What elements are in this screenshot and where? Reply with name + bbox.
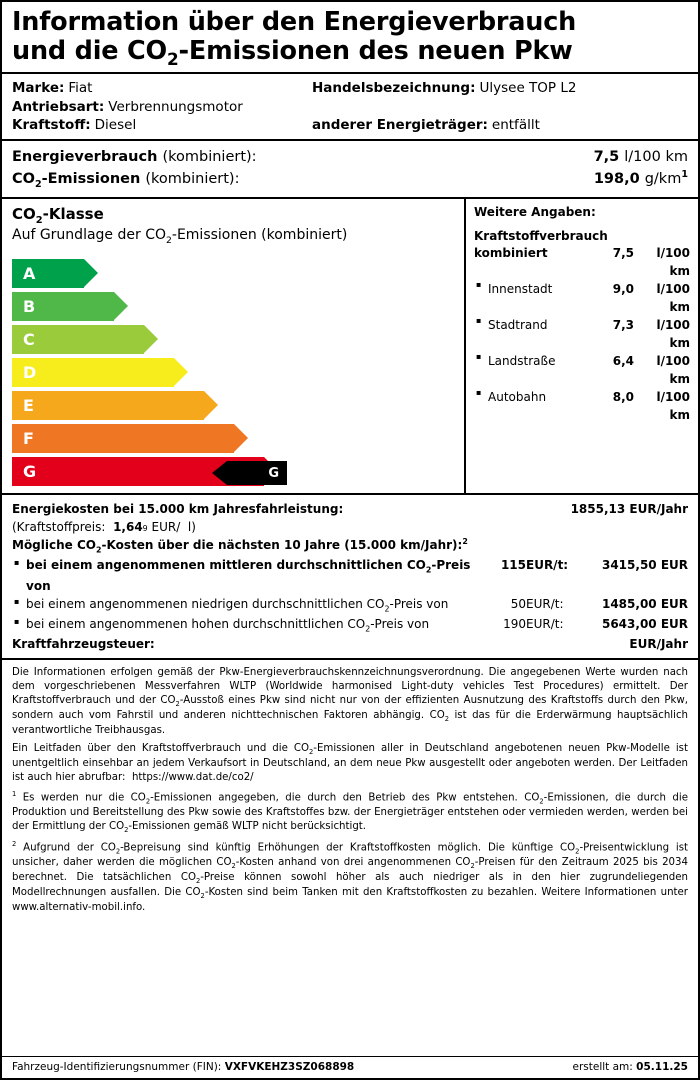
vehicle-row-marke [12,79,688,97]
class-bar-c [12,325,144,354]
co2-cost-row-niedrig: ▪ bei einem angenommenen niedrigen durchschnittlichen $CO_2$-Preis von 50 EUR/t: 1485,00 EUR [12,595,688,615]
co2-price-unit-mittel: EUR/t: [526,558,569,573]
created-value: 05.11.25 [636,1061,688,1073]
footnote-1: $^1$ Es werden nur die $CO_2$-Emissionen angegeben, die durch den Betrieb des Pkw entstehen. $CO_2$-Emissionen, die durch die Produktion und Bereitstellung des Pkw sowie des Kraftstoffes bzw. der Energieträger entstehen oder vermieden werden, werden bei der Ermittlung der $CO_2$-Emissionen gemäß WLTP nicht berücksichtigt. [12,789,688,834]
vehicle-row-antriebsart [12,98,688,116]
co2-cost-row-mittel: ▪ bei einem angenommenen mittleren durchschnittlichen $CO_2$-Preis von 115 EUR/t: 3415,50 EUR [12,556,688,594]
vehicle-marke [12,79,312,97]
fuel-unit-landstrasse: l/100 km [656,354,690,387]
class-bar-d [12,358,174,387]
class-letter-e: E [23,396,34,416]
vehicle-antriebsart [12,98,243,116]
page-title-line2: und die $CO_2$-Emissionen des neuen Pkw [12,35,573,69]
kraftstoff-label: Kraftstoff: [12,116,91,133]
selected-class-letter: G [268,465,279,481]
co2-price-unit-niedrig: EUR/t: [526,596,564,611]
vehicle-info-section [2,74,698,138]
footnote-paragraph-1: Die Informationen erfolgen gemäß der Pkw-Energieverbrauchskennzeichnungsverordnung. Die angegebenen Werte wurden nach dem vorgeschriebenen Messverfahren WLTP (Worldwide harmonised Light-duty vehicles Test Procedures) ermittelt. Der Kraftstoffverbrauch und der $CO_2$-Ausstoß eines Pkw sind nicht nur von der effizienten Ausnutzung des Kraftstoffs durch den Pkw, sondern auch vom Fahrstil und anderen nichttechnischen Faktoren abhängig. $CO_2$ ist das für die Erderwärmung hauptsächlich verantwortliche Treibhausgas. [12,667,688,736]
fuel-price-prefix: (Kraftstoffpreis: [12,520,106,535]
co2-price-niedrig: 50 [510,596,526,611]
consumption-energy-row [12,147,688,168]
co2-class-scale [12,258,454,487]
energy-cost-value: 1855,13 EUR/Jahr [570,502,688,517]
fuel-value-landstrasse: 6,4 [612,354,634,369]
antriebsart-label: Antriebsart: [12,98,105,115]
fuel-consumption-heading-line1: Kraftstoffverbrauch [474,229,608,244]
class-letter-b: B [23,297,36,317]
class-letter-a: A [23,264,36,284]
fuel-row-autobahn [474,388,690,424]
co2-amount-mittel: 3415,50 EUR [601,558,688,573]
page-title [2,2,698,72]
created-group [573,1061,689,1073]
co2-amount-hoch: 5643,00 EUR [601,616,688,631]
fuel-unit-stadtrand: l/100 km [656,318,690,351]
fuel-label-autobahn: ▪ Autobahn [474,388,600,406]
class-letter-f: F [23,429,34,449]
fin-group [12,1061,573,1073]
class-row-a [12,258,454,289]
handelsbezeichnung-label: Handelsbezeichnung: [312,80,476,97]
fuel-price-unit: EUR/ [151,520,181,535]
fuel-label-innenstadt: ▪ Innenstadt [474,280,600,298]
antriebsart-value: Verbrennungsmotor [108,98,243,115]
marke-value: Fiat [68,80,93,97]
fuel-value-autobahn: 8,0 [612,390,634,405]
fuel-unit-innenstadt: l/100 km [656,282,690,315]
consumption-co2-row [12,168,688,192]
dat-guide-link[interactable]: https://www.dat.de/co2/ [131,772,254,783]
class-bar-f [12,424,234,453]
class-letter-c: C [23,330,35,350]
anderer-energietraeger-value: entfällt [491,116,540,133]
fuel-value-innenstadt: 9,0 [612,282,634,297]
co2-price-unit-hoch: EUR/t: [526,616,564,631]
fuel-combined-value: 7,5 [612,246,634,261]
fuel-row-innenstadt [474,280,690,316]
class-row-c [12,324,454,355]
fuel-combined-unit: l/100 km [656,246,690,279]
energy-cost-row [12,500,688,518]
document-footer [2,1057,698,1078]
created-label: erstellt am: [572,1061,633,1073]
fuel-price-per: l) [187,520,196,535]
vehicle-anderer-energietraeger [312,116,688,134]
energy-label: Energieverbrauch (kombiniert): [12,148,257,165]
energy-cost-label: Energiekosten bei 15.000 km Jahresfahrleistung: [12,502,344,517]
fuel-row-stadtrand [474,316,690,352]
co2-amount-niedrig: 1485,00 EUR [601,596,688,611]
class-letter-g: G [23,462,37,482]
vehicle-handelsbezeichnung [312,79,688,97]
fuel-value-stadtrand: 7,3 [612,318,634,333]
fuel-combined-row [474,244,690,280]
co2-emissions-value-group: 198,0 $g/km^1$ [593,168,688,187]
consumption-section [2,141,698,198]
fuel-label-stadtrand: ▪ Stadtrand [474,316,600,334]
class-row-b [12,291,454,322]
co2-cost-heading-row [12,536,688,556]
extras-heading: Weitere Angaben: [474,205,596,220]
fuel-price-sup: 9 [142,524,148,534]
fuel-row-landstrasse [474,352,690,388]
marke-label: Marke: [12,80,65,97]
co2-price-hoch: 190 [503,616,526,631]
co2-class-basis: Auf Grundlage der $CO_2$-Emissionen (kombiniert) [12,227,348,247]
fin-value: VXFVKEHZ3SZ068898 [224,1061,355,1073]
class-row-d [12,357,454,388]
co2-cost-heading: Mögliche $CO_2$-Kosten über die nächsten 10 Jahre (15.000 km/Jahr):$^2$ [12,537,468,555]
fuel-unit-autobahn: l/100 km [656,390,690,423]
vehicle-tax-row [12,635,688,653]
co2-cost-row-hoch: ▪ bei einem angenommenen hohen durchschnittlichen $CO_2$-Preis von 190 EUR/t: 5643,00 EUR [12,615,688,635]
extras-panel [464,199,698,493]
class-bar-b [12,292,114,321]
class-bar-e [12,391,204,420]
class-row-e [12,390,454,421]
class-bar-a [12,259,84,288]
footnotes-section [2,660,698,919]
energy-value-group: 7,5 l/100 km [593,148,688,165]
fin-label: Fahrzeug-Identifizierungsnummer (FIN): [12,1061,222,1073]
class-row-f [12,423,454,454]
fuel-label-landstrasse: ▪ Landstraße [474,352,600,370]
handelsbezeichnung-value: Ulysee TOP L2 [479,80,577,97]
co2-emissions-label: $CO_2$-Emissionen (kombiniert): [12,170,240,190]
selected-class-marker [227,461,287,485]
co2-class-heading: $CO_2$-Klasse [12,205,104,227]
anderer-energietraeger-label: anderer Energieträger: [312,116,488,133]
vehicle-row-kraftstoff [12,116,688,134]
footnote-2: $^2$ Aufgrund der $CO_2$-Bepreisung sind künftig Erhöhungen der Kraftstoffkosten möglich. Die künftige $CO_2$-Preisentwicklung ist unsicher, daher werden die möglichen $CO_2$-Kosten anhand von drei angenommenen $CO_2$-Preisen für den Zeitraum 2025 bis 2034 berechnet. Die tatsächlichen $CO_2$-Preise können sowohl höher als auch niedriger als in den hier zugrundeliegenden Modellrechnungen ausfallen. Die $CO_2$-Kosten sind beim Tanken mit den Kraftstoffkosten zu bezahlen. Weitere Informationen unter www.alternativ-mobil.info. [12,839,688,914]
co2-price-mittel: 115 [500,558,526,573]
page-title-line1: Information über den Energieverbrauch [12,7,577,37]
footnote-paragraph-2: Ein Leitfaden über den Kraftstoffverbrauch und die $CO_2$-Emissionen aller in Deutschland angebotenen neuen Pkw-Modelle ist unentgeltlich einsehbar an jedem Verkaufsort in Deutschland, an dem neue Pkw ausgestellt oder angeboten werden. Der Leitfaden ist auch hier abrufbar: https://www.dat.de/co2/ [12,743,688,783]
kraftstoff-value: Diesel [94,116,137,133]
vehicle-tax-value: EUR/Jahr [629,637,688,652]
costs-section [2,495,698,658]
fuel-combined-label: kombiniert [474,246,548,261]
class-letter-d: D [23,363,37,383]
class-and-extras-section [2,199,698,493]
vehicle-tax-label: Kraftfahrzeugsteuer: [12,637,155,652]
fuel-price-row [12,518,688,536]
co2-class-panel [2,199,464,493]
fuel-price-value: 1,64 [113,520,143,535]
vehicle-kraftstoff [12,116,312,134]
